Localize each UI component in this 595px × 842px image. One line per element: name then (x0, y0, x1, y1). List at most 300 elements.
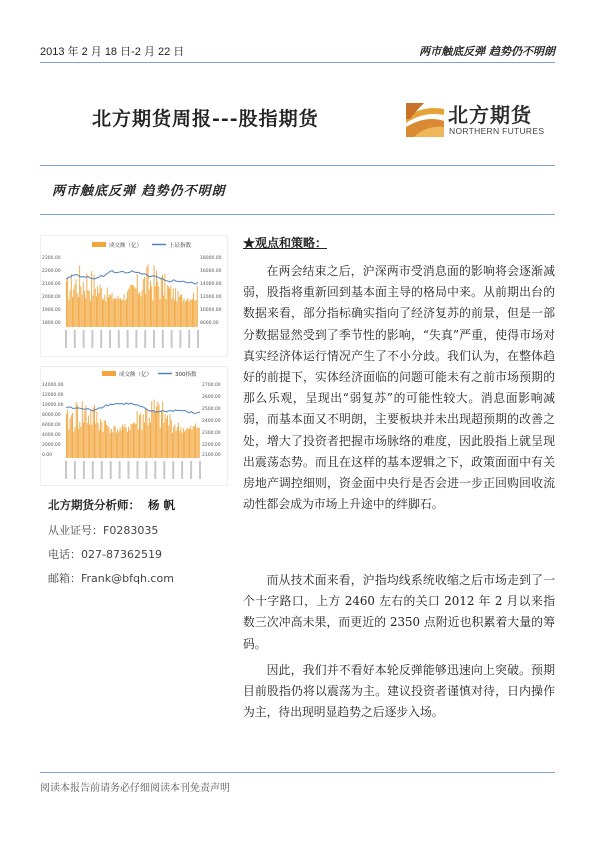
volume-bar (68, 429, 69, 458)
volume-bar (178, 291, 179, 327)
volume-bar (167, 415, 168, 458)
volume-bar (187, 298, 188, 327)
volume-bar (89, 291, 90, 327)
paragraph-text: 在两会结束之后，沪深两市受消息面的影响将会逐渐减弱，股指将重新回到基本面主导的格局中来。从前期出台的数据来看，部分指标确实指向了经济复苏的前景，但是一部分数据显然受到了季节性的影响，“失真”严重，使得市场对真实经济体运行情况产生了不小分歧。我们认为，在整体趋好的前提下，实体经济面临的问题可能未有之前市场预期的那么乐观，呈现出“弱复苏”的可能性较大。消息面影响减弱，而基本面又不明朗，主要板块并未出现超预期的改善之处，增大了投资者把握市场脉络的难度，因此股指上就呈现出震荡态势。而且在这样的基本逻辑之下，政策面面中有关房地产调控细则，资金面中央行是否会进一步正回购回收流动性都会成为市场上升途中的绊脚石。 (243, 264, 555, 512)
volume-bar (163, 295, 164, 327)
volume-bar (77, 405, 78, 458)
volume-bar (98, 423, 99, 458)
volume-bar (67, 278, 68, 327)
analyst-label: 北方期货分析师： (48, 498, 140, 512)
chart1-ytick-right: 8000.00 (200, 321, 219, 326)
volume-bar (98, 293, 99, 327)
x-tick-label-mark (74, 461, 76, 479)
volume-bar (138, 294, 139, 327)
chart2-ytick-right: 2600.00 (202, 395, 221, 400)
logo-name-en: NORTHERN FUTURES (449, 126, 545, 136)
chart2-legend-0: 成交额（亿） (119, 372, 153, 378)
volume-bar (122, 300, 123, 327)
x-tick-label-mark (199, 461, 201, 479)
volume-bar (119, 299, 120, 327)
volume-bar (124, 424, 125, 458)
subtitle-rule (40, 214, 555, 215)
volume-bar (112, 293, 113, 327)
volume-bar (121, 430, 122, 458)
volume-bar (182, 301, 183, 327)
volume-bar (144, 423, 145, 458)
volume-bar (93, 408, 94, 458)
body-paragraph-1 (243, 261, 555, 515)
volume-bar (106, 425, 107, 458)
volume-bar (199, 428, 200, 458)
volume-bar (79, 266, 80, 327)
x-tick-label-mark (119, 461, 121, 479)
x-tick-label-mark (92, 461, 94, 479)
chart2-ytick-left: 6000.00 (42, 423, 61, 428)
x-tick-label-mark (197, 330, 199, 348)
chart1-ytick-left: 2100.00 (42, 282, 61, 287)
volume-bar (72, 297, 73, 327)
volume-bar (71, 274, 72, 327)
volume-bar (174, 300, 175, 327)
volume-bar (196, 428, 197, 458)
chart1-ytick-right: 12000.00 (200, 295, 222, 300)
x-tick-label-mark (188, 330, 190, 348)
volume-bar (160, 299, 161, 327)
volume-bar (181, 295, 182, 327)
volume-bar (161, 411, 162, 458)
volume-bar (103, 298, 104, 327)
volume-bar (184, 298, 185, 327)
volume-bar (161, 277, 162, 327)
volume-bar (189, 429, 190, 458)
analyst-email[interactable]: 邮箱：Frank@bfqh.com (48, 572, 174, 585)
volume-bar (138, 429, 139, 458)
volume-bar (132, 424, 133, 458)
volume-bar (143, 414, 144, 458)
chart1-legend-1: 上证指数 (169, 243, 192, 249)
volume-bar (157, 282, 158, 327)
volume-bar (173, 427, 174, 458)
volume-bar (145, 408, 146, 458)
volume-bar (177, 427, 178, 458)
volume-bar (163, 423, 164, 458)
chart1-ytick-left: 2000.00 (42, 295, 61, 300)
chart2-ytick-right: 2300.00 (202, 431, 221, 436)
volume-bar (115, 298, 116, 327)
volume-bar (100, 285, 101, 327)
volume-bar (193, 426, 194, 458)
volume-bar (169, 289, 170, 327)
volume-bar (116, 299, 117, 327)
volume-bar (101, 288, 102, 327)
chart2-legend-1: 300指数 (175, 372, 197, 378)
x-tick-label-mark (65, 330, 67, 348)
chart2-ytick-left: 4000.00 (42, 433, 61, 438)
volume-bar (86, 274, 87, 327)
x-tick-label-mark (163, 461, 165, 479)
volume-bar (181, 427, 182, 458)
volume-bar (100, 419, 101, 458)
x-tick-label-mark (145, 461, 147, 479)
volume-bar (102, 300, 103, 327)
chart2-ytick-right: 2400.00 (202, 419, 221, 424)
volume-bar (149, 418, 150, 458)
volume-bar (186, 300, 187, 327)
chart2-ytick-left: 14000.00 (42, 383, 64, 388)
analyst-cert: 从业证号：F0283035 (48, 524, 159, 537)
volume-bar (166, 419, 167, 458)
chart2-svg (40, 366, 228, 486)
volume-bar (118, 296, 119, 327)
volume-bar (109, 428, 110, 458)
report-date-range: 2013 年 2 月 18 日-2 月 22 日 (40, 46, 185, 58)
volume-bar (192, 299, 193, 327)
x-tick-label-mark (172, 461, 174, 479)
volume-bar (125, 301, 126, 327)
volume-bar (136, 289, 137, 327)
x-tick-label-mark (109, 330, 111, 348)
analyst-name: 杨 帆 (148, 498, 176, 512)
volume-bar (127, 432, 128, 458)
volume-bar (197, 286, 198, 327)
volume-bar (152, 300, 153, 327)
volume-bar (176, 431, 177, 458)
volume-bar (87, 423, 88, 458)
volume-bar (139, 292, 140, 327)
volume-bar (121, 300, 122, 327)
volume-bar (151, 286, 152, 327)
volume-bar (164, 274, 165, 327)
volume-bar (149, 290, 150, 327)
chart2-ytick-right: 2700.00 (202, 383, 221, 388)
chart1-ytick-left: 2300.00 (42, 256, 61, 261)
volume-bar (178, 423, 179, 458)
volume-bar (182, 433, 183, 458)
volume-bar (117, 429, 118, 458)
chart2-ytick-left: 2000.00 (42, 443, 61, 448)
report-title: 北方期货周报---股指期货 (92, 108, 319, 130)
chart1-ytick-left: 1900.00 (42, 308, 61, 313)
volume-bar (73, 289, 74, 327)
volume-bar (156, 406, 157, 458)
volume-bar (116, 433, 117, 458)
volume-bar (96, 296, 97, 327)
volume-bar (83, 282, 84, 327)
volume-bar (171, 420, 172, 458)
volume-bar (129, 430, 130, 458)
volume-bar (188, 302, 189, 327)
company-logo (404, 97, 556, 141)
volume-bar (96, 412, 97, 458)
volume-bar (78, 429, 79, 458)
volume-bar (92, 295, 93, 327)
logo-mark-icon (404, 97, 446, 141)
volume-bar (85, 405, 86, 458)
volume-bar (111, 429, 112, 458)
volume-bar (190, 426, 191, 458)
volume-bar (104, 295, 105, 327)
chart1-ytick-right: 16000.00 (200, 269, 222, 274)
volume-bar (71, 415, 72, 458)
volume-bar (74, 284, 75, 327)
report-subtitle: 两市触底反弹 趋势仍不明朗 (52, 184, 226, 199)
volume-bar (187, 428, 188, 458)
volume-bar (124, 294, 125, 327)
volume-bar (176, 301, 177, 327)
disclaimer-footer: 阅读本报告前请务必仔细阅读本刊免责声明 (40, 783, 230, 794)
chart2-ytick-right: 2500.00 (202, 407, 221, 412)
volume-bar (168, 287, 169, 327)
x-tick-label-mark (128, 461, 130, 479)
volume-bar (175, 288, 176, 327)
volume-bar (155, 286, 156, 327)
volume-bar (76, 279, 77, 327)
volume-bar (173, 289, 174, 327)
volume-bar (130, 286, 131, 327)
volume-bar (188, 428, 189, 458)
volume-bar (85, 298, 86, 327)
volume-bar (148, 425, 149, 458)
volume-bar (68, 300, 69, 327)
volume-bar (91, 271, 92, 327)
volume-bar (77, 293, 78, 327)
volume-bar (196, 300, 197, 327)
volume-bar (172, 299, 173, 327)
x-tick-label-mark (190, 461, 192, 479)
volume-bar (70, 418, 71, 458)
volume-bar (160, 428, 161, 458)
volume-bar (185, 430, 186, 458)
volume-bar (66, 414, 67, 458)
volume-bar (172, 433, 173, 458)
volume-bar (132, 285, 133, 327)
volume-bar (122, 425, 123, 458)
x-tick-label-mark (153, 330, 155, 348)
chart2-ytick-left: 8000.00 (42, 413, 61, 418)
volume-bar (82, 401, 83, 458)
volume-bar (191, 430, 192, 458)
volume-bar (99, 430, 100, 458)
chart1-ytick-right: 10000.00 (200, 308, 222, 313)
volume-bar (195, 424, 196, 459)
volume-bar (126, 428, 127, 458)
volume-bar (193, 293, 194, 327)
x-tick-label-mark (171, 330, 173, 348)
volume-bar (107, 287, 108, 327)
volume-bar (106, 301, 107, 327)
chart2-ytick-right: 2200.00 (202, 443, 221, 448)
analyst-phone: 电话：027-87362519 (48, 548, 162, 561)
x-tick-label-mark (74, 330, 76, 348)
volume-bar (76, 402, 77, 458)
volume-bar (75, 427, 76, 458)
volume-bar (183, 428, 184, 458)
volume-bar (94, 275, 95, 327)
volume-bar (191, 300, 192, 327)
volume-bar (174, 424, 175, 458)
volume-bar (120, 298, 121, 327)
volume-bar (194, 426, 195, 458)
volume-bar (185, 302, 186, 327)
volume-bar (198, 427, 199, 458)
analyst-block (48, 497, 175, 513)
body-paragraph-3 (243, 660, 555, 724)
volume-bar (166, 299, 167, 327)
header-tagline: 两市触底反弹 趋势仍不明朗 (419, 45, 555, 58)
volume-bar (113, 299, 114, 327)
volume-bar (66, 281, 67, 327)
x-tick-label-mark (91, 330, 93, 348)
volume-bar (70, 290, 71, 327)
volume-bar (90, 410, 91, 458)
volume-bar (118, 432, 119, 458)
volume-bar (78, 297, 79, 327)
volume-bar (112, 432, 113, 458)
volume-bar (84, 411, 85, 458)
volume-bar (151, 401, 152, 458)
volume-bar (73, 431, 74, 458)
volume-bar (104, 420, 105, 458)
volume-bar (94, 405, 95, 458)
volume-bar (155, 412, 156, 458)
chart2-ytick-right: 2100.00 (202, 453, 221, 458)
volume-bar (79, 422, 80, 458)
volume-bar (148, 265, 149, 327)
paragraph-text: 因此，我们并不看好本轮反弹能够迅速向上突破。预期目前股指仍将以震荡为主。建议投资者谨慎对待，日内操作为主，待出现明显趋势之后逐步入场。 (243, 663, 555, 720)
volume-bar (82, 295, 83, 327)
volume-bar (162, 275, 163, 327)
volume-bar (137, 411, 138, 458)
chart1-legend-0: 成交额（亿） (109, 243, 143, 249)
volume-bar (150, 281, 151, 327)
volume-bar (120, 427, 121, 458)
volume-bar (179, 297, 180, 327)
volume-bar (131, 285, 132, 327)
volume-bar (107, 426, 108, 458)
volume-bar (109, 294, 110, 327)
volume-bar (152, 410, 153, 458)
chart1-svg (40, 235, 228, 357)
volume-bar (114, 299, 115, 327)
volume-bar (103, 432, 104, 458)
volume-bar (170, 414, 171, 458)
volume-bar (90, 301, 91, 327)
volume-bar (134, 287, 135, 327)
volume-bar (143, 279, 144, 327)
x-tick-label-mark (127, 330, 129, 348)
x-tick-label-mark (144, 330, 146, 348)
volume-bar (140, 296, 141, 327)
volume-bar (137, 275, 138, 328)
volume-bar (165, 414, 166, 458)
chart1-legend-bar-swatch (92, 242, 106, 247)
volume-bar (88, 290, 89, 327)
volume-bar (146, 267, 147, 327)
x-tick-label-mark (100, 330, 102, 348)
x-tick-label-mark (118, 330, 120, 348)
paragraph-text: 而从技术面来看，沪指均线系统收缩之后市场走到了一个十字路口，上方 2460 左右的关口 2012 年 2 月以来指数三次冲高未果，而更近的 2350 点附近也积累着大量的筹码。 (243, 573, 555, 651)
volume-bar (115, 426, 116, 458)
volume-bar (95, 423, 96, 458)
chart1-ytick-left: 1800.00 (42, 321, 61, 326)
x-tick-label-mark (65, 461, 67, 479)
x-tick-label-mark (137, 461, 139, 479)
volume-bar (144, 277, 145, 327)
chart2-ytick-left: 0.00 (42, 453, 53, 458)
volume-bar (88, 416, 89, 458)
x-tick-label-mark (179, 330, 181, 348)
volume-bar (146, 410, 147, 458)
volume-bar (105, 421, 106, 458)
footer-rule (40, 772, 555, 773)
volume-bar (110, 433, 111, 458)
volume-bar (108, 297, 109, 327)
volume-bar (142, 290, 143, 327)
chart-volume-shanghai (40, 235, 228, 357)
chart1-ytick-left: 2200.00 (42, 269, 61, 274)
chart2-ytick-left: 12000.00 (42, 393, 64, 398)
volume-bar (67, 409, 68, 458)
volume-bar (97, 286, 98, 327)
x-tick-label-mark (135, 330, 137, 348)
volume-bar (139, 415, 140, 458)
volume-bar (89, 424, 90, 458)
volume-bar (80, 286, 81, 327)
volume-bar (158, 287, 159, 327)
chart1-ytick-right: 14000.00 (200, 282, 222, 287)
viewpoint-title: ★观点和策略： (243, 236, 328, 250)
x-tick-label-mark (110, 461, 112, 479)
volume-bar (126, 299, 127, 327)
volume-bar (133, 286, 134, 327)
volume-bar (180, 294, 181, 327)
volume-bar (150, 423, 151, 458)
volume-bar (194, 301, 195, 327)
volume-bar (135, 424, 136, 458)
volume-bar (156, 271, 157, 327)
x-tick-label-mark (154, 461, 156, 479)
volume-bar (167, 285, 168, 327)
volume-bar (134, 423, 135, 458)
volume-bar (123, 427, 124, 458)
title-rule (40, 165, 555, 166)
volume-bar (145, 294, 146, 327)
volume-bar (83, 422, 84, 458)
volume-bar (157, 401, 158, 458)
volume-bar (190, 299, 191, 327)
logo-name-cn: 北方期货 (448, 103, 532, 127)
volume-bar (72, 413, 73, 458)
x-tick-label-mark (181, 461, 183, 479)
volume-bar (101, 422, 102, 458)
volume-bar (170, 285, 171, 327)
volume-bar (179, 431, 180, 458)
chart2-ytick-left: 10000.00 (42, 403, 64, 408)
volume-bar (110, 295, 111, 327)
x-tick-label-mark (83, 330, 85, 348)
volume-bar (184, 432, 185, 458)
body-paragraph-2 (243, 570, 555, 655)
volume-bar (154, 400, 155, 458)
volume-bar (114, 426, 115, 458)
volume-bar (168, 426, 169, 458)
volume-bar (154, 265, 155, 327)
volume-bar (127, 291, 128, 327)
x-tick-label-mark (162, 330, 164, 348)
volume-bar (128, 427, 129, 458)
volume-bar (92, 425, 93, 458)
volume-bar (162, 401, 163, 458)
